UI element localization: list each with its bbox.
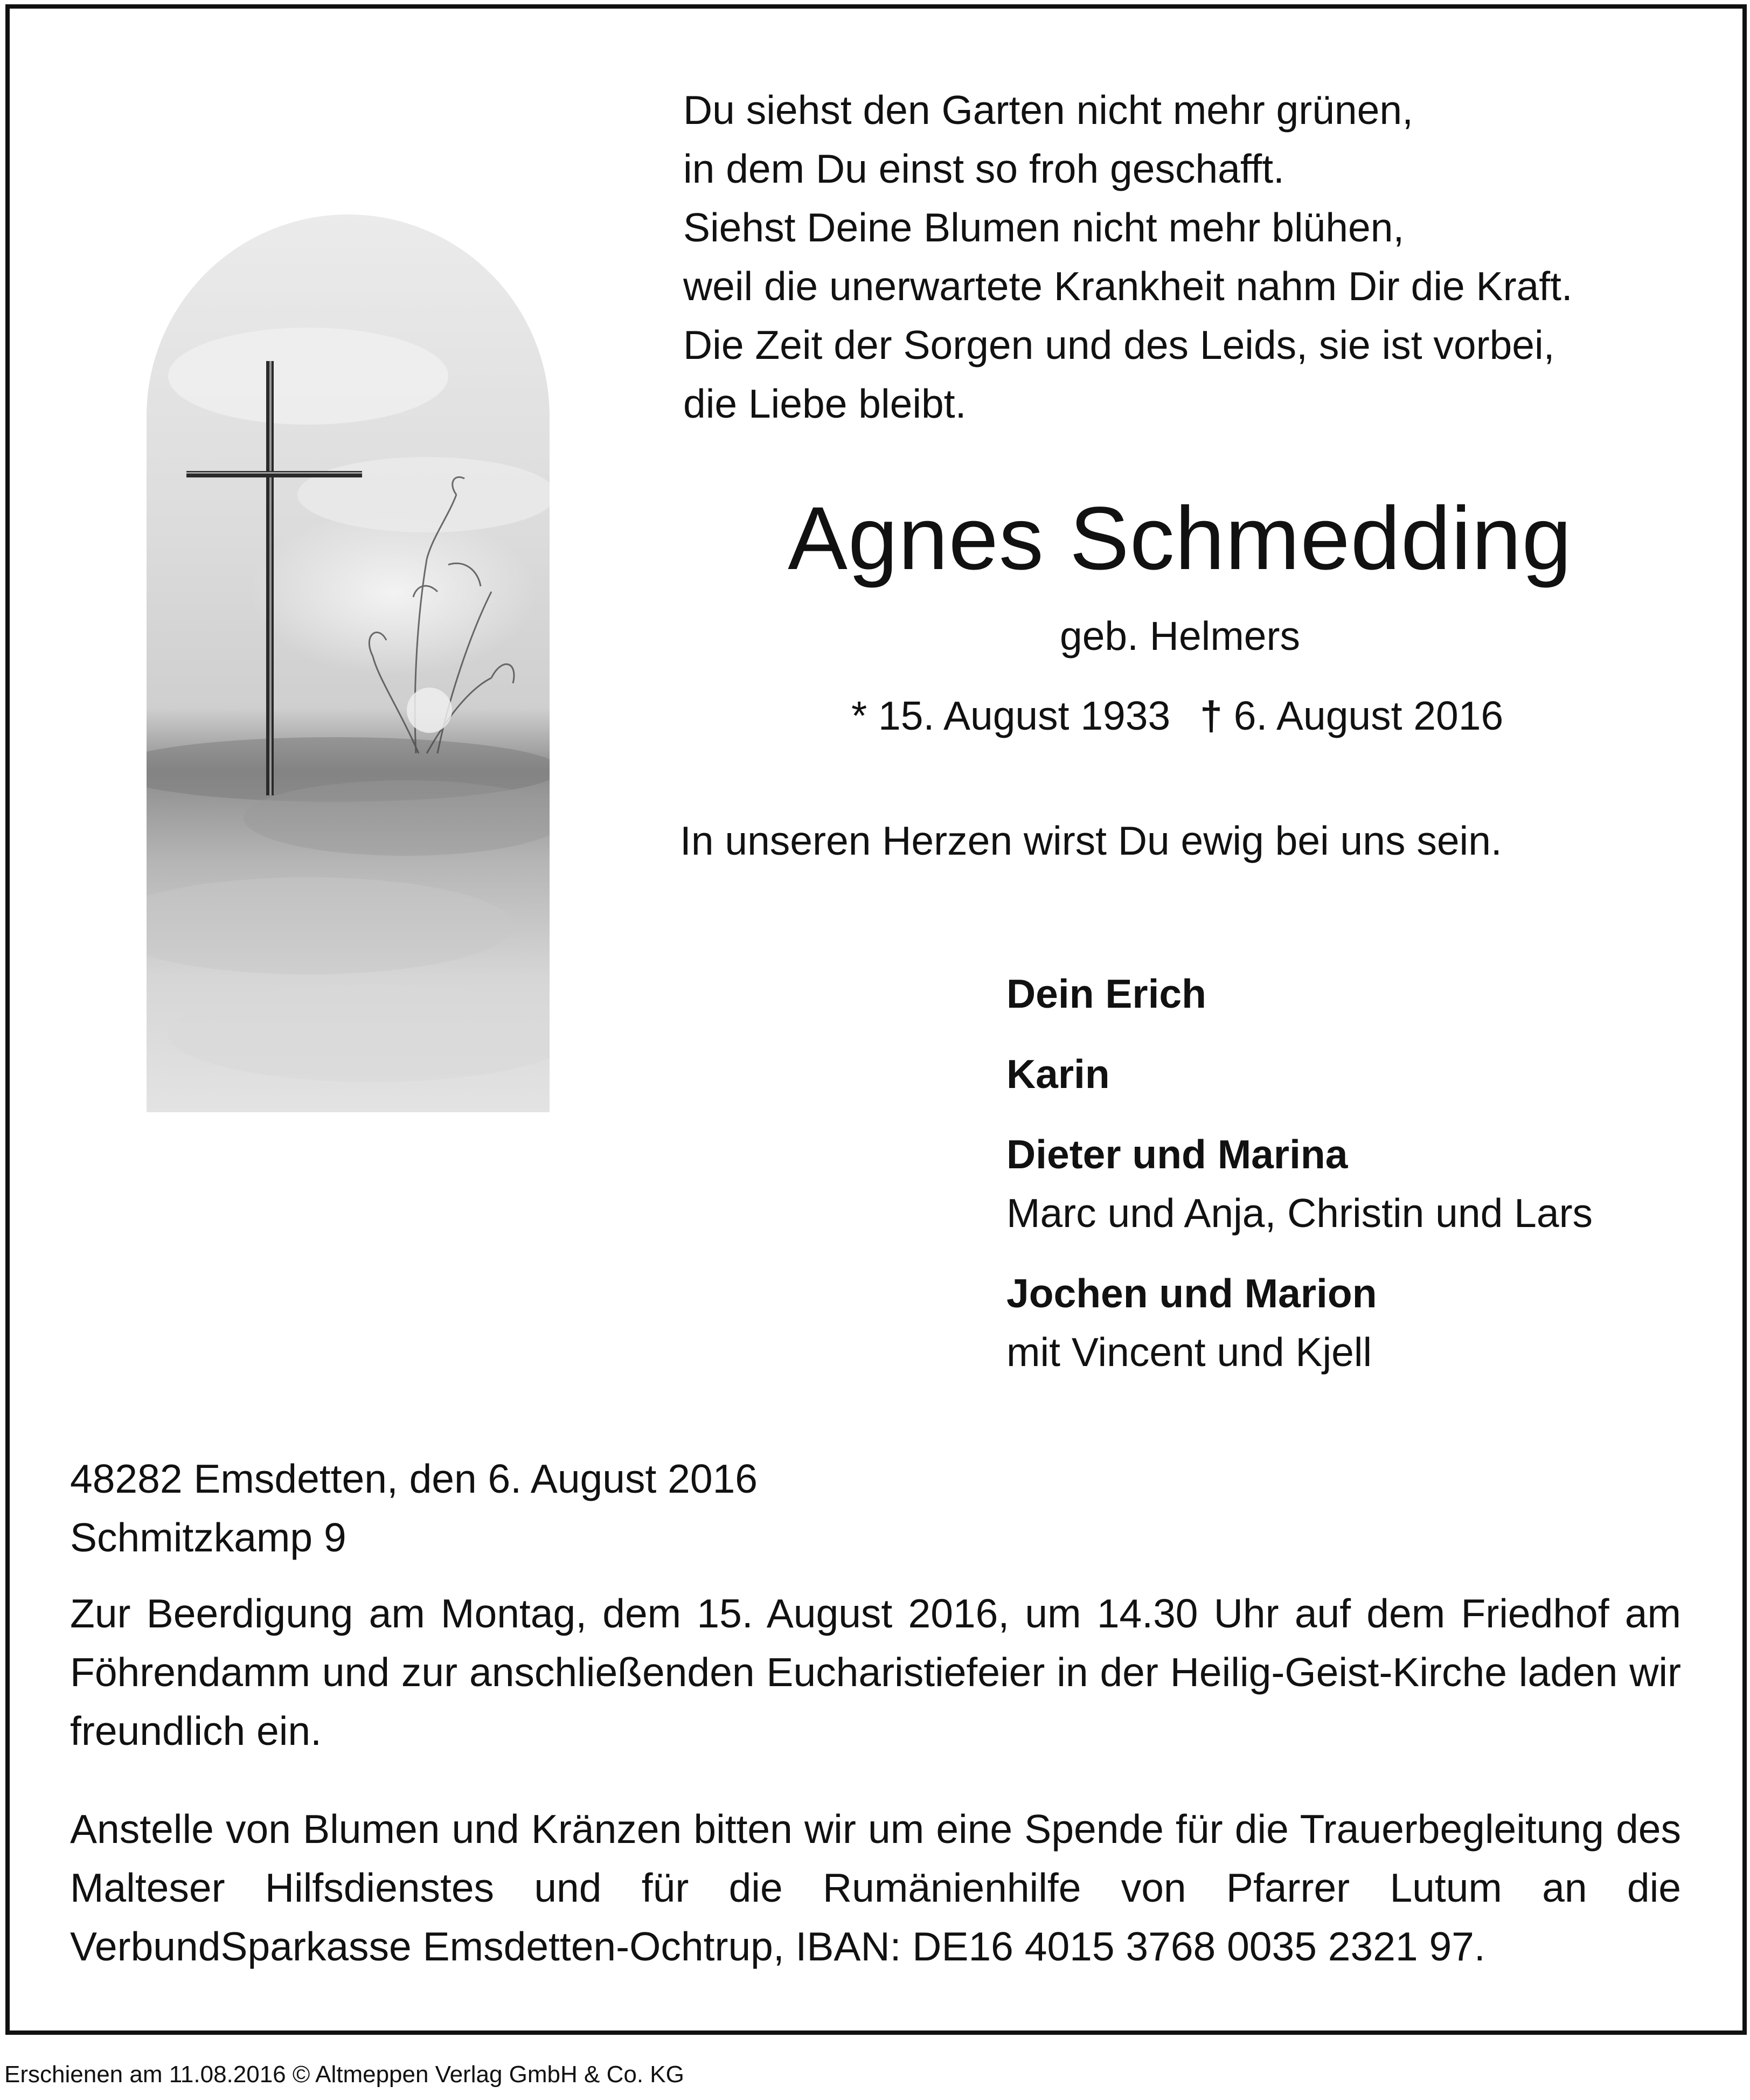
- birth-date: * 15. August 1933: [851, 693, 1171, 738]
- poem-line: die Liebe bleibt.: [683, 381, 967, 426]
- poem-line: Die Zeit der Sorgen und des Leids, sie ist vorbei,: [683, 322, 1555, 368]
- address-line: 48282 Emsdetten, den 6. August 2016: [70, 1456, 758, 1501]
- family-list: [1006, 965, 1707, 1403]
- life-dates: [851, 689, 1606, 743]
- family-sub: Marc und Anja, Christin und Lars: [1006, 1190, 1593, 1236]
- maiden-name: geb. Helmers: [1059, 613, 1300, 659]
- donation-text: Anstelle von Blumen und Kränzen bitten wir um eine Spende für die Trauerbegleitung des Malteser Hilfsdienstes und für die Rumänienhilfe von Pfarrer Lutum an die VerbundSparkasse Emsdetten-Ochtrup, IBAN: DE16 4015 3768 0035 2321 97.: [70, 1806, 1681, 1969]
- family-member: Dein Erich: [1006, 971, 1206, 1016]
- poem-line: weil die unerwartete Krankheit nahm Dir die Kraft.: [683, 264, 1573, 309]
- address-line: Schmitzkamp 9: [70, 1515, 346, 1560]
- address: [70, 1450, 932, 1567]
- family-member: Karin: [1006, 1051, 1110, 1097]
- deceased-name: Agnes Schmedding: [788, 489, 1572, 588]
- poem-line: Siehst Deine Blumen nicht mehr blühen,: [683, 205, 1405, 250]
- family-group: [1006, 1045, 1707, 1104]
- poem-line: in dem Du einst so froh geschafft.: [683, 146, 1284, 191]
- poem: [683, 81, 1707, 433]
- family-group: [1006, 1264, 1707, 1382]
- death-date: 6. August 2016: [1233, 693, 1504, 738]
- family-member: Dieter und Marina: [1006, 1132, 1348, 1177]
- death-cross-icon: †: [1200, 693, 1223, 738]
- family-group: [1006, 965, 1707, 1023]
- family-group: [1006, 1125, 1707, 1243]
- funeral-text: Zur Beerdigung am Montag, dem 15. August 2016, um 14.30 Uhr auf dem Friedhof am Föhrendamm und zur anschließenden Eucharistiefeier in der Heilig-Geist-Kirche laden wir freundlich ein.: [70, 1591, 1681, 1754]
- cross-window-icon: [147, 214, 550, 1112]
- publication-footer: Erschienen am 11.08.2016 © Altmeppen Verlag GmbH & Co. KG: [4, 2061, 684, 2088]
- family-sub: mit Vincent und Kjell: [1006, 1329, 1372, 1375]
- motto: In unseren Herzen wirst Du ewig bei uns sein.: [680, 818, 1502, 863]
- family-member: Jochen und Marion: [1006, 1271, 1377, 1316]
- poem-line: Du siehst den Garten nicht mehr grünen,: [683, 87, 1413, 133]
